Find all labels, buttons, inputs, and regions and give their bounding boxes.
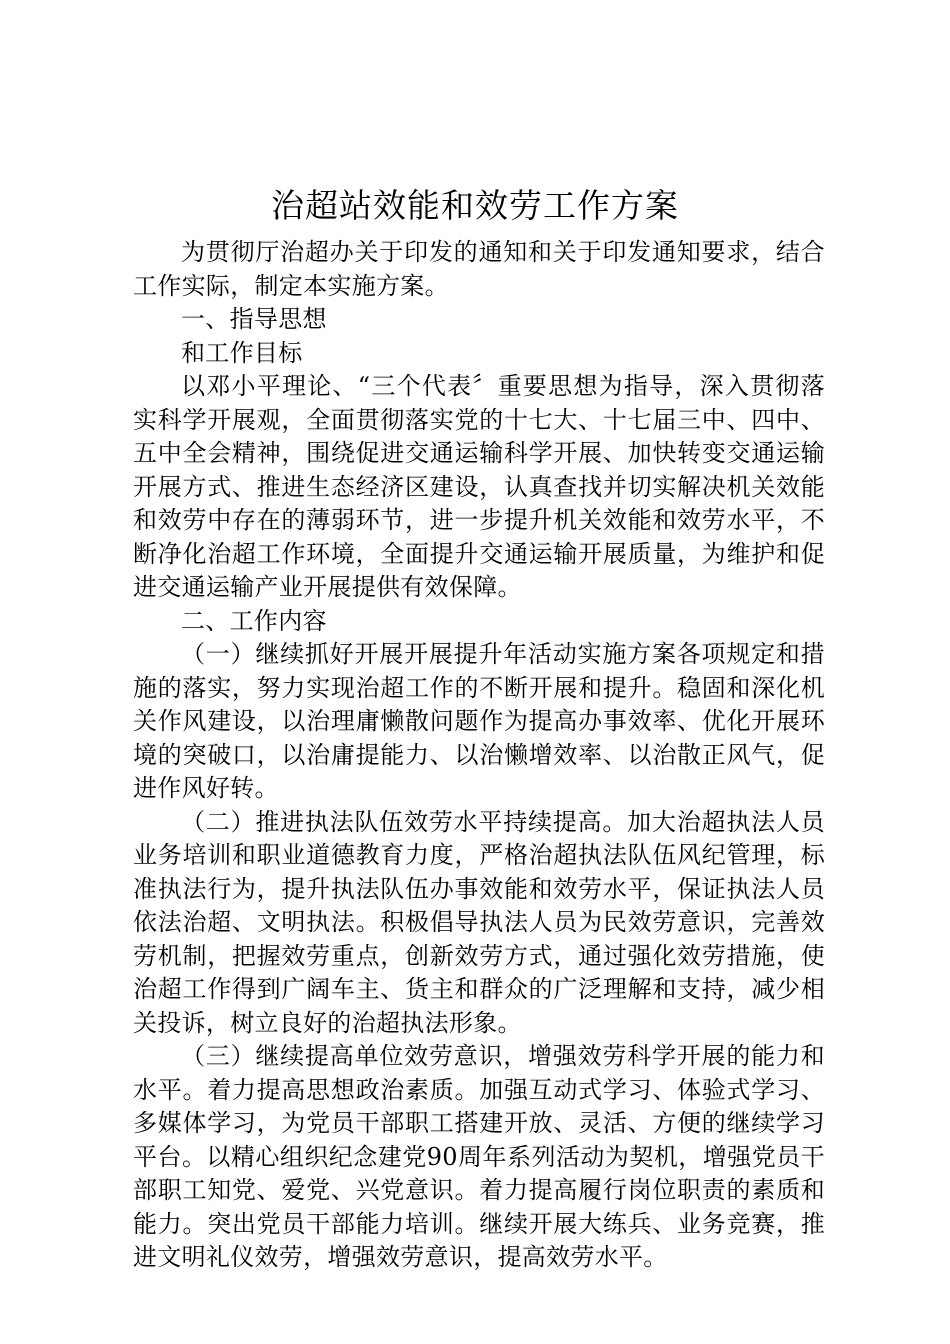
section-heading-1-continued: 和工作目标 xyxy=(181,338,303,367)
work-item-3-paragraph: （三）继续提高单位效劳意识，增强效劳科学开展的能力和水平。着力提高思想政治素质。加强互动式学习、体验式学习、多媒体学习，为党员干部职工搭建开放、灵活、方便的继续学习平台。以精心组织纪念建党90周年系列活动为契机，增强党员干部职工知党、爱党、兴党意识。着力提高履行岗位职责的素质和能力。突出党员干部能力培训。继续开展大练兵、业务竞赛，推进文明礼仪效劳，增强效劳意识，提高效劳水平。 xyxy=(133,1042,825,1271)
document-title: 治超站效能和效劳工作方案 xyxy=(271,186,679,225)
work-item-1-paragraph: （一）继续抓好开展开展提升年活动实施方案各项规定和措施的落实，努力实现治超工作的不断开展和提升。稳固和深化机关作风建设，以治理庸懒散问题作为提高办事效率、优化开展环境的突破口，以治庸提能力、以治懒增效率、以治散正风气，促进作风好转。 xyxy=(133,640,825,802)
work-item-2-paragraph: （二）推进执法队伍效劳水平持续提高。加大治超执法人员业务培训和职业道德教育力度，严格治超执法队伍风纪管理，标准执法行为，提升执法队伍办事效能和效劳水平，保证执法人员依法治超、文明执法。积极倡导执法人员为民效劳意识，完善效劳机制，把握效劳重点，创新效劳方式，通过强化效劳措施，使治超工作得到广阔车主、货主和群众的广泛理解和支持，减少相关投诉，树立良好的治超执法形象。 xyxy=(133,807,825,1037)
section-heading-2: 二、工作内容 xyxy=(181,606,327,635)
document-body xyxy=(133,236,825,1275)
section-heading-1: 一、指导思想 xyxy=(181,305,327,333)
guiding-thought-paragraph: 以邓小平理论、“三个代表〞重要思想为指导，深入贯彻落实科学开展观，全面贯彻落实党的十七大、十七届三中、四中、五中全会精神，围绕促进交通运输科学开展、加快转变交通运输开展方式、推进生态经济区建设，认真查找并切实解决机关效能和效劳中存在的薄弱环节，进一步提升机关效能和效劳水平，不断净化治超工作环境，全面提升交通运输开展质量，为维护和促进交通运输产业开展提供有效保障。 xyxy=(133,372,825,601)
intro-paragraph: 为贯彻厅治超办关于印发的通知和关于印发通知要求，结合工作实际，制定本实施方案。 xyxy=(133,238,825,300)
